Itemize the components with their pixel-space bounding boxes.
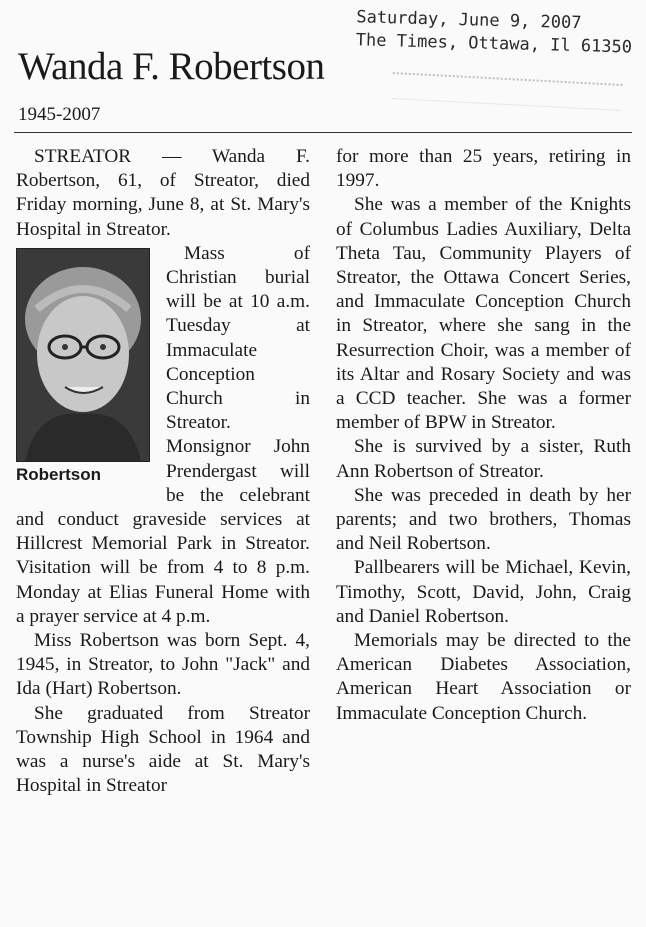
stamp-date: Saturday, June 9, 2007 <box>356 7 582 34</box>
paragraph-survivors: She is survived by a sister, Ruth Ann Robertson of Streator. <box>336 436 631 482</box>
paragraph-pallbearers: Pallbearers will be Michael, Kevin, Timothy, Scott, David, John, Craig and Daniel Robertson. <box>336 557 631 627</box>
paragraph-career-continued: for more than 25 years, retiring in 1997. <box>336 146 631 192</box>
column-right <box>336 145 631 726</box>
paragraph-education: She graduated from Streator Township High School in 1964 and was a nurse's aide at St. Mary's Hospital in Streator <box>16 702 310 797</box>
life-years: 1945-2007 <box>18 104 101 125</box>
portrait-illustration <box>17 249 149 461</box>
portrait-figure <box>16 248 154 486</box>
photo-caption: Robertson <box>16 464 101 484</box>
portrait-photo <box>16 248 150 462</box>
paragraph-death-notice: STREATOR — Wanda F. Robertson, 61, of Streator, died Friday morning, June 8, at St. Mary's Hospital in Streator. <box>16 146 310 240</box>
column-left <box>16 145 310 798</box>
header-rule <box>14 132 632 133</box>
paragraph-preceded: She was preceded in death by her parents; and two brothers, Thomas and Neil Robertson. <box>336 484 631 555</box>
obituary-headline: Wanda F. Robertson <box>18 45 325 88</box>
paragraph-birth: Miss Robertson was born Sept. 4, 1945, in Streator, to John "Jack" and Ida (Hart) Robertson. <box>16 630 310 700</box>
stamp-scratch-marks <box>391 72 622 111</box>
paragraph-memberships: She was a member of the Knights of Columbus Ladies Auxiliary, Delta Theta Tau, Community Players of Streator, the Ottawa Concert Series, and Immaculate Conception Church in Streator, where she sang in the Resurrection Choir, was a member of its Altar and Rosary Society and was a CCD teacher. She was a former member of BPW in Streator. <box>336 194 631 434</box>
paragraph-services: Mass of Christian burial will be at 10 a.m. Tuesday at Immaculate Conception Church in Streator. Monsignor John Prendergast will be the celebrant and conduct graveside services at Hillcrest Memorial Park in Streator. Visitation will be from 4 to 8 p.m. Monday at Elias Funeral Home with a prayer service at 4 p.m. <box>16 242 310 627</box>
stamp-publication: The Times, Ottawa, Il 61350 <box>355 30 633 58</box>
date-stamp <box>355 6 641 59</box>
paragraph-memorials: Memorials may be directed to the American Diabetes Association, American Heart Association or Immaculate Conception Church. <box>336 630 631 724</box>
